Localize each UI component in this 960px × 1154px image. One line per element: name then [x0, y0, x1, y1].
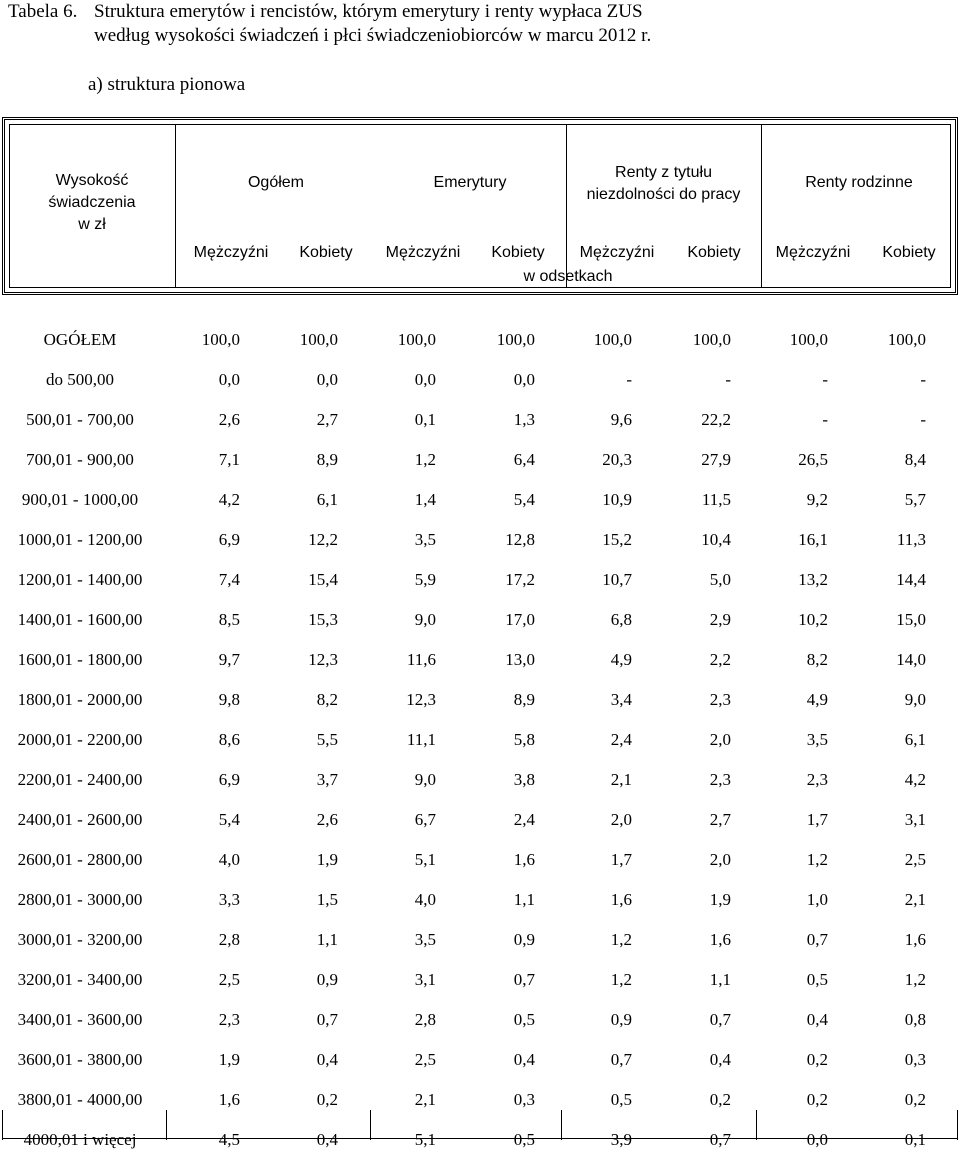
table-cell: 9,8	[218, 690, 240, 709]
table-row	[0, 650, 960, 674]
table-cell: 15,2	[602, 530, 632, 549]
table-cell: 0,7	[513, 970, 535, 989]
table-row	[0, 1050, 960, 1074]
table-cell: 100,0	[593, 330, 632, 349]
table-row	[0, 930, 960, 954]
table-cell: 17,2	[505, 570, 535, 589]
row-label: 1600,01 - 1800,00	[17, 650, 143, 669]
table-cell: 0,7	[709, 1130, 731, 1149]
table-cell: 3,3	[218, 890, 240, 909]
table-cell: 100,0	[789, 330, 828, 349]
table-cell: 2,1	[414, 1090, 436, 1109]
table-cell: 7,4	[218, 570, 240, 589]
table-cell: 5,8	[513, 730, 535, 749]
table-cell: 2,5	[904, 850, 926, 869]
table-cell: 4,9	[806, 690, 828, 709]
table-cell: 3,8	[513, 770, 535, 789]
row-label: 3400,01 - 3600,00	[17, 1010, 143, 1029]
header-divider	[175, 124, 176, 288]
table-cell: 2,8	[218, 930, 240, 949]
table-title-line-1: Struktura emerytów i rencistów, którym emerytury i renty wypłaca ZUS	[94, 1, 643, 22]
table-cell: 0,8	[904, 1010, 926, 1029]
table-cell: 3,5	[806, 730, 828, 749]
table-cell: 0,5	[513, 1010, 535, 1029]
table-cell: 3,1	[414, 970, 436, 989]
table-cell: 1,6	[513, 850, 535, 869]
table-cell: 13,2	[798, 570, 828, 589]
table-row	[0, 530, 960, 554]
table-cell: 0,9	[610, 1010, 632, 1029]
table-cell: 1,6	[610, 890, 632, 909]
table-cell: 1,2	[610, 930, 632, 949]
table-cell: 0,2	[806, 1050, 828, 1069]
table-row	[0, 610, 960, 634]
table-cell: 5,0	[709, 570, 731, 589]
table-cell: 6,1	[316, 490, 338, 509]
row-label: 900,01 - 1000,00	[21, 490, 139, 509]
row-label: 4000,01 i więcej	[23, 1130, 137, 1149]
table-cell: 0,1	[414, 410, 436, 429]
table-cell: 3,1	[904, 810, 926, 829]
table-row	[0, 1010, 960, 1034]
table-cell: 0,4	[316, 1130, 338, 1149]
table-row	[0, 1090, 960, 1114]
table-cell: 0,0	[316, 370, 338, 389]
table-cell: 1,9	[709, 890, 731, 909]
subheader-men: Mężczyźni	[385, 244, 461, 261]
table-cell: 9,6	[610, 410, 632, 429]
table-cell: -	[822, 410, 828, 429]
table-cell: 100,0	[887, 330, 926, 349]
group-header-family: Renty rodzinne	[805, 174, 913, 191]
table-cell: 2,2	[709, 650, 731, 669]
table-row	[0, 690, 960, 714]
row-label: 700,01 - 900,00	[26, 450, 134, 469]
table-cell: 15,3	[308, 610, 338, 629]
table-cell: 1,2	[806, 850, 828, 869]
table-cell: 14,0	[896, 650, 926, 669]
table-cell: 8,9	[513, 690, 535, 709]
table-title-line-2: według wysokości świadczeń i płci świadczeniobiorców w marcu 2012 r.	[94, 25, 652, 46]
subheader-women: Kobiety	[882, 244, 936, 261]
row-label: 3000,01 - 3200,00	[17, 930, 143, 949]
table-cell: 6,7	[414, 810, 436, 829]
row-label: 1200,01 - 1400,00	[17, 570, 143, 589]
table-cell: 4,0	[414, 890, 436, 909]
table-cell: 0,4	[316, 1050, 338, 1069]
table-cell: 1,6	[218, 1090, 240, 1109]
table-cell: 2,7	[316, 410, 338, 429]
table-cell: 2,0	[709, 850, 731, 869]
table-cell: 0,2	[806, 1090, 828, 1109]
table-cell: 27,9	[701, 450, 731, 469]
table-cell: 0,7	[806, 930, 828, 949]
table-cell: 6,8	[610, 610, 632, 629]
table-cell: 0,0	[513, 370, 535, 389]
table-cell: 1,9	[218, 1050, 240, 1069]
table-cell: 5,9	[414, 570, 436, 589]
subheader-women: Kobiety	[491, 244, 545, 261]
table-cell: 15,4	[308, 570, 338, 589]
table-cell: 2,6	[218, 410, 240, 429]
table-cell: 1,9	[316, 850, 338, 869]
group-header-pensions: Emerytury	[433, 174, 507, 191]
table-cell: 1,4	[414, 490, 436, 509]
table-number: Tabela 6.	[8, 1, 78, 22]
table-cell: 2,4	[513, 810, 535, 829]
group-header-disability	[566, 162, 761, 206]
table-cell: 1,7	[806, 810, 828, 829]
table-row	[0, 370, 960, 394]
table-cell: 1,1	[513, 890, 535, 909]
row-header-line-3: w zł	[78, 216, 106, 233]
table-cell: 8,6	[218, 730, 240, 749]
table-cell: 1,7	[610, 850, 632, 869]
table-cell: 2,3	[218, 1010, 240, 1029]
table-cell: 100,0	[692, 330, 731, 349]
table-divider	[561, 1110, 562, 1140]
table-cell: 0,7	[316, 1010, 338, 1029]
group-header-disability-line-2: niezdolności do pracy	[586, 186, 741, 203]
table-cell: 0,4	[709, 1050, 731, 1069]
row-label: 3800,01 - 4000,00	[17, 1090, 143, 1109]
unit-label: w odsetkach	[523, 268, 613, 285]
table-cell: 0,7	[709, 1010, 731, 1029]
table-cell: 1,1	[709, 970, 731, 989]
table-cell: 100,0	[299, 330, 338, 349]
table-cell: 5,5	[316, 730, 338, 749]
table-cell: 0,3	[513, 1090, 535, 1109]
table-cell: 0,5	[610, 1090, 632, 1109]
table-cell: 0,4	[806, 1010, 828, 1029]
table-cell: 1,5	[316, 890, 338, 909]
row-label: 3600,01 - 3800,00	[17, 1050, 143, 1069]
table-cell: 9,7	[218, 650, 240, 669]
table-cell: 100,0	[496, 330, 535, 349]
table-cell: 8,2	[316, 690, 338, 709]
row-header	[9, 170, 175, 236]
row-label: 1800,01 - 2000,00	[17, 690, 143, 709]
table-cell: 8,4	[904, 450, 926, 469]
table-cell: 0,9	[513, 930, 535, 949]
table-frame-left	[2, 1110, 3, 1140]
subheader-men: Mężczyźni	[775, 244, 851, 261]
subheader-men: Mężczyźni	[579, 244, 655, 261]
table-cell: 15,0	[896, 610, 926, 629]
table-divider	[166, 1110, 167, 1140]
table-cell: 9,0	[904, 690, 926, 709]
row-label: OGÓŁEM	[43, 330, 117, 349]
table-caption	[8, 0, 652, 46]
table-cell: 6,9	[218, 530, 240, 549]
table-cell: -	[725, 370, 731, 389]
table-cell: 5,7	[904, 490, 926, 509]
table-cell: 5,1	[414, 1130, 436, 1149]
row-label: 3200,01 - 3400,00	[17, 970, 143, 989]
row-label: 500,01 - 700,00	[26, 410, 134, 429]
row-label: 2000,01 - 2200,00	[17, 730, 143, 749]
table-row	[0, 850, 960, 874]
table-row	[0, 810, 960, 834]
table-cell: 11,3	[896, 530, 926, 549]
row-label: 2800,01 - 3000,00	[17, 890, 143, 909]
table-cell: 1,6	[709, 930, 731, 949]
table-cell: 2,4	[610, 730, 632, 749]
group-header-disability-line-1: Renty z tytułu	[615, 164, 712, 181]
table-row	[0, 1130, 960, 1154]
table-frame-bottom	[2, 1138, 958, 1139]
table-cell: -	[626, 370, 632, 389]
table-cell: 0,2	[904, 1090, 926, 1109]
table-cell: 12,2	[308, 530, 338, 549]
row-label: 2600,01 - 2800,00	[17, 850, 143, 869]
table-cell: 11,5	[701, 490, 731, 509]
table-cell: 10,7	[602, 570, 632, 589]
table-cell: 0,1	[904, 1130, 926, 1149]
table-cell: 2,3	[709, 690, 731, 709]
table-cell: 26,5	[798, 450, 828, 469]
table-cell: -	[920, 370, 926, 389]
table-cell: 9,0	[414, 770, 436, 789]
table-cell: 16,1	[798, 530, 828, 549]
table-cell: 8,9	[316, 450, 338, 469]
table-cell: 4,2	[904, 770, 926, 789]
table-cell: 2,6	[316, 810, 338, 829]
table-cell: 6,1	[904, 730, 926, 749]
table-cell: 0,0	[414, 370, 436, 389]
table-row	[0, 490, 960, 514]
table-divider	[756, 1110, 757, 1140]
table-cell: 2,0	[610, 810, 632, 829]
table-cell: 8,5	[218, 610, 240, 629]
row-header-line-1: Wysokość	[55, 172, 129, 189]
table-cell: 3,5	[414, 530, 436, 549]
table-header	[2, 117, 958, 295]
table-cell: 4,9	[610, 650, 632, 669]
table-cell: 2,7	[709, 810, 731, 829]
table-cell: 10,9	[602, 490, 632, 509]
group-header-total: Ogółem	[247, 174, 305, 191]
table-row	[0, 970, 960, 994]
table-row	[0, 730, 960, 754]
table-cell: 10,4	[701, 530, 731, 549]
subheader-women: Kobiety	[299, 244, 353, 261]
table-row	[0, 890, 960, 914]
table-cell: 5,4	[513, 490, 535, 509]
table-cell: 100,0	[201, 330, 240, 349]
table-cell: 11,6	[406, 650, 436, 669]
table-cell: 7,1	[218, 450, 240, 469]
table-cell: 2,8	[414, 1010, 436, 1029]
table-cell: 10,2	[798, 610, 828, 629]
table-cell: 12,8	[505, 530, 535, 549]
table-cell: 1,0	[806, 890, 828, 909]
table-cell: 4,5	[218, 1130, 240, 1149]
table-frame-right	[957, 1110, 958, 1140]
table-cell: 1,2	[414, 450, 436, 469]
table-cell: 11,1	[406, 730, 436, 749]
table-cell: 2,9	[709, 610, 731, 629]
table-row	[0, 570, 960, 594]
table-row	[0, 770, 960, 794]
table-divider	[370, 1110, 371, 1140]
row-label: 2400,01 - 2600,00	[17, 810, 143, 829]
table-cell: 0,0	[218, 370, 240, 389]
header-divider	[761, 124, 762, 288]
table-cell: 8,2	[806, 650, 828, 669]
table-cell: 0,5	[806, 970, 828, 989]
table-cell: 6,4	[513, 450, 535, 469]
table-cell: 1,1	[316, 930, 338, 949]
table-cell: 14,4	[896, 570, 926, 589]
table-cell: 17,0	[505, 610, 535, 629]
table-cell: 12,3	[406, 690, 436, 709]
table-cell: 1,2	[610, 970, 632, 989]
table-row	[0, 450, 960, 474]
table-cell: 0,2	[709, 1090, 731, 1109]
table-cell: 20,3	[602, 450, 632, 469]
table-row	[0, 330, 960, 354]
table-cell: 1,2	[904, 970, 926, 989]
table-cell: 2,3	[806, 770, 828, 789]
row-label: 1400,01 - 1600,00	[17, 610, 143, 629]
table-cell: 100,0	[397, 330, 436, 349]
table-cell: 12,3	[308, 650, 338, 669]
table-cell: 13,0	[505, 650, 535, 669]
header-divider	[566, 124, 567, 288]
table-cell: 4,2	[218, 490, 240, 509]
row-label: do 500,00	[46, 370, 114, 389]
row-label: 2200,01 - 2400,00	[17, 770, 143, 789]
table-cell: 0,7	[610, 1050, 632, 1069]
table-cell: 1,3	[513, 410, 535, 429]
table-cell: 0,4	[513, 1050, 535, 1069]
table-cell: 0,2	[316, 1090, 338, 1109]
table-cell: 3,4	[610, 690, 632, 709]
table-cell: -	[920, 410, 926, 429]
table-row	[0, 410, 960, 434]
table-cell: 0,3	[904, 1050, 926, 1069]
table-cell: 5,1	[414, 850, 436, 869]
table-cell: 0,0	[806, 1130, 828, 1149]
table-cell: 0,5	[513, 1130, 535, 1149]
table-cell: 4,0	[218, 850, 240, 869]
table-cell: 1,6	[904, 930, 926, 949]
table-cell: 22,2	[701, 410, 731, 429]
table-cell: 2,0	[709, 730, 731, 749]
table-cell: 2,5	[414, 1050, 436, 1069]
table-cell: 9,2	[806, 490, 828, 509]
table-cell: 9,0	[414, 610, 436, 629]
table-cell: 2,1	[904, 890, 926, 909]
table-cell: 6,9	[218, 770, 240, 789]
subheader-women: Kobiety	[687, 244, 741, 261]
table-cell: 3,5	[414, 930, 436, 949]
row-header-line-2: świadczenia	[48, 194, 136, 211]
table-cell: 2,3	[709, 770, 731, 789]
table-subtitle: a) struktura pionowa	[88, 74, 246, 95]
table-cell: -	[822, 370, 828, 389]
row-label: 1000,01 - 1200,00	[17, 530, 143, 549]
table-cell: 5,4	[218, 810, 240, 829]
table-cell: 2,5	[218, 970, 240, 989]
table-cell: 0,9	[316, 970, 338, 989]
table-cell: 3,7	[316, 770, 338, 789]
subheader-men: Mężczyźni	[193, 244, 269, 261]
table-cell: 3,9	[610, 1130, 632, 1149]
table-cell: 2,1	[610, 770, 632, 789]
